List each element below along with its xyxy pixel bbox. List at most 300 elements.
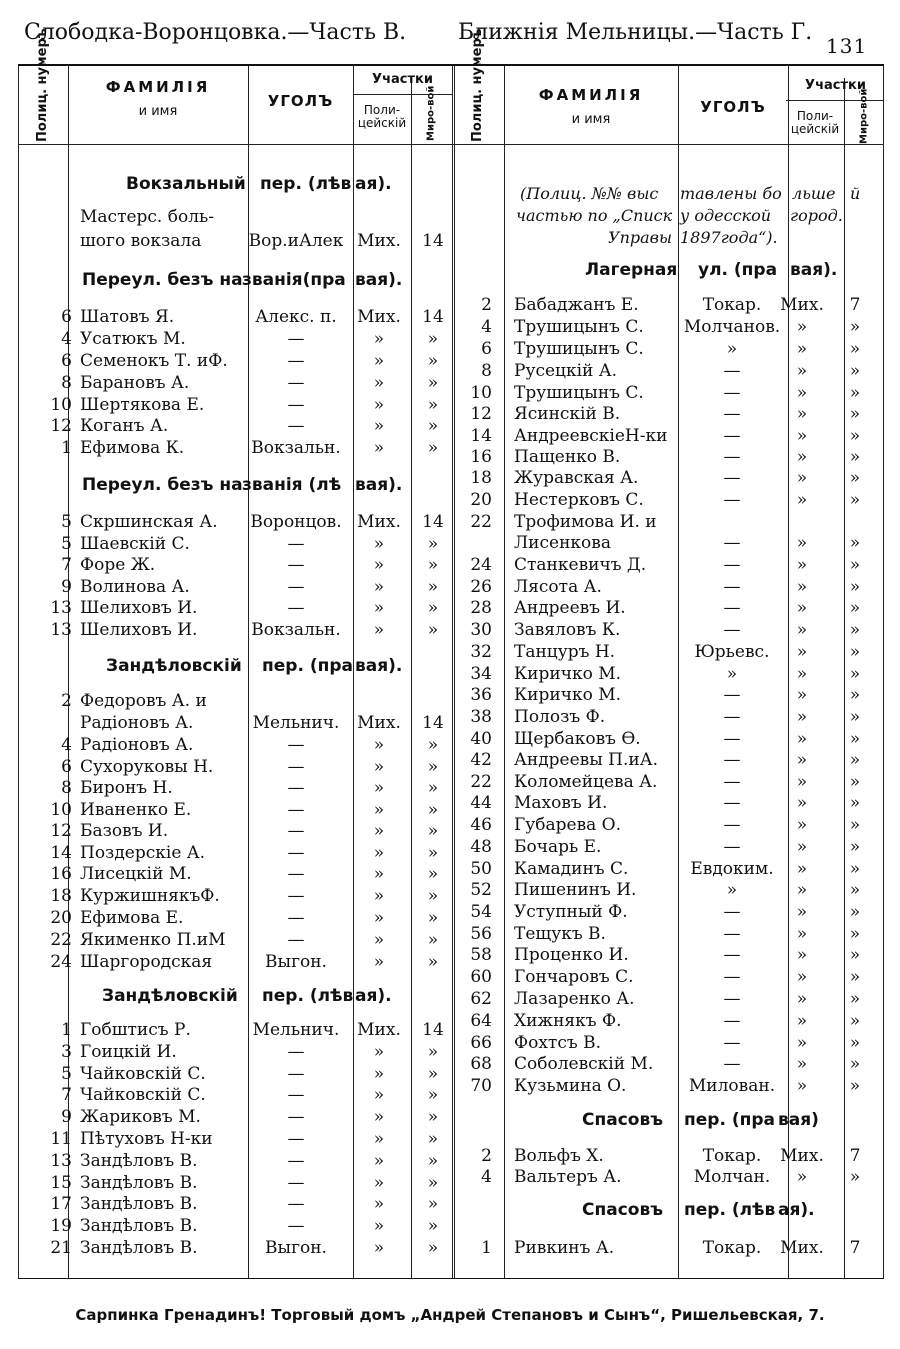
house-number: 21 <box>50 1238 72 1258</box>
police-section: » <box>796 383 808 403</box>
directory-entry <box>0 706 900 728</box>
police-section: » <box>796 664 808 684</box>
police-section: » <box>373 351 385 371</box>
house-number: 12 <box>470 404 492 424</box>
resident-name: Биронъ Н. <box>80 778 173 798</box>
house-number: 38 <box>470 707 492 727</box>
peace-section: » <box>427 1129 439 1149</box>
peace-section: » <box>849 1011 861 1031</box>
police-section: » <box>373 1151 385 1171</box>
police-section: » <box>796 317 808 337</box>
police-section: Мих. <box>780 1146 824 1166</box>
police-section: » <box>796 685 808 705</box>
corner-street: — <box>723 577 741 597</box>
column-header-corner-left: УГОЛЪ <box>267 92 334 110</box>
resident-name: Хижнякъ Ф. <box>514 1011 622 1031</box>
corner-street: — <box>287 329 305 349</box>
house-number: 20 <box>50 908 72 928</box>
police-section: » <box>373 908 385 928</box>
police-section: » <box>373 534 385 554</box>
police-section: » <box>796 772 808 792</box>
peace-section: » <box>427 534 439 554</box>
resident-name: Скршинская А. <box>80 512 218 532</box>
resident-name: Лазаренко А. <box>514 989 635 1009</box>
peace-section: 14 <box>422 307 444 327</box>
corner-street: Вор.иАлек <box>248 231 344 251</box>
directory-entry <box>0 858 900 880</box>
directory-entry <box>0 403 900 425</box>
corner-street: — <box>287 864 305 884</box>
corner-street: — <box>287 395 305 415</box>
house-number: 14 <box>470 426 492 446</box>
column-header-peace-left: Миро-вой <box>425 85 437 141</box>
corner-street: — <box>723 837 741 857</box>
directory-entry <box>0 988 900 1010</box>
house-number: 50 <box>470 859 492 879</box>
corner-street: Токар. <box>702 1238 762 1258</box>
peace-section: » <box>849 967 861 987</box>
resident-name: Андреевы П.иА. <box>514 750 659 770</box>
house-number: 9 <box>61 1107 72 1127</box>
directory-entry <box>0 879 900 901</box>
peace-section: » <box>427 416 439 436</box>
police-section: » <box>796 468 808 488</box>
running-header-right: Ближнія Мельницы.—Часть Г. <box>458 20 813 45</box>
house-number: 13 <box>50 598 72 618</box>
police-section: » <box>373 1042 385 1062</box>
directory-entry <box>0 597 900 619</box>
peace-section: » <box>849 426 861 446</box>
corner-street: » <box>726 339 738 359</box>
corner-street: — <box>287 778 305 798</box>
column-header-police-left: Поли-цейскій <box>357 103 407 130</box>
directory-entry <box>0 641 900 663</box>
police-section: » <box>373 930 385 950</box>
house-number: 40 <box>470 729 492 749</box>
resident-name: Зандѣловъ В. <box>80 1194 198 1214</box>
police-section: » <box>373 438 385 458</box>
corner-street: Вокзальн. <box>251 620 341 640</box>
peace-section: » <box>427 800 439 820</box>
corner-street: — <box>723 707 741 727</box>
resident-name: Губарева О. <box>514 815 622 835</box>
resident-name: Трушицынъ С. <box>514 339 644 359</box>
directory-entry <box>0 338 900 360</box>
resident-name: Зандѣловъ В. <box>80 1216 198 1236</box>
resident-name: Уступный Ф. <box>514 902 628 922</box>
house-number: 22 <box>470 772 492 792</box>
peace-section: » <box>849 793 861 813</box>
resident-name: Полозъ Ф. <box>514 707 606 727</box>
police-section: » <box>796 598 808 618</box>
police-section: » <box>796 533 808 553</box>
directory-entry <box>0 425 900 447</box>
resident-name: Танцуръ Н. <box>514 642 616 662</box>
peace-section: » <box>427 598 439 618</box>
corner-street: — <box>723 967 741 987</box>
police-section: Мих. <box>357 713 401 733</box>
house-number: 70 <box>470 1076 492 1096</box>
directory-entry <box>0 728 900 750</box>
house-number: 18 <box>50 886 72 906</box>
directory-entry <box>0 771 900 793</box>
corner-street: — <box>723 404 741 424</box>
peace-section: » <box>849 642 861 662</box>
corner-street: — <box>287 534 305 554</box>
corner-street: — <box>287 373 305 393</box>
peace-section: 7 <box>849 1238 861 1258</box>
peace-section: » <box>849 729 861 749</box>
police-section: » <box>373 821 385 841</box>
column-header-sections-right: Участки <box>805 78 866 93</box>
house-number: 12 <box>50 416 72 436</box>
peace-section: » <box>849 1167 861 1187</box>
peace-section: » <box>427 952 439 972</box>
corner-street: Милован. <box>688 1076 776 1096</box>
peace-section: » <box>427 886 439 906</box>
resident-name: Камадинъ С. <box>514 859 629 879</box>
police-section: » <box>373 800 385 820</box>
directory-entry <box>0 663 900 685</box>
resident-name: Журавская А. <box>514 468 639 488</box>
peace-section: » <box>849 1054 861 1074</box>
house-number: 16 <box>470 447 492 467</box>
peace-section: » <box>849 815 861 835</box>
house-number: 17 <box>50 1194 72 1214</box>
peace-section: 7 <box>849 1146 861 1166</box>
police-section: » <box>373 952 385 972</box>
police-section: » <box>373 373 385 393</box>
police-section: » <box>373 1107 385 1127</box>
resident-name: Коганъ А. <box>80 416 169 436</box>
house-number: 68 <box>470 1054 492 1074</box>
corner-street: — <box>723 902 741 922</box>
resident-name: Лисецкій М. <box>80 864 192 884</box>
police-section: Мих. <box>357 1020 401 1040</box>
peace-section: » <box>849 598 861 618</box>
house-number: 5 <box>61 1064 72 1084</box>
peace-section: » <box>849 837 861 857</box>
peace-section: » <box>849 468 861 488</box>
directory-entry <box>0 1215 900 1237</box>
corner-street: — <box>723 750 741 770</box>
directory-entry <box>0 532 900 554</box>
corner-street: Воронцов. <box>250 512 342 532</box>
peace-section: 14 <box>422 231 444 251</box>
police-section: » <box>796 880 808 900</box>
resident-name: Радіоновъ А. <box>80 713 194 733</box>
resident-name: Пишенинъ И. <box>514 880 637 900</box>
corner-street: — <box>287 1151 305 1171</box>
corner-street: — <box>723 426 741 446</box>
column-header-name-sub-left: и имя <box>138 104 178 119</box>
house-number: 22 <box>50 930 72 950</box>
running-header-left: Слободка-Воронцовка.—Часть В. <box>24 20 407 45</box>
resident-name: Зандѣловъ В. <box>80 1173 198 1193</box>
peace-section: » <box>427 329 439 349</box>
resident-name: Андреевъ И. <box>514 598 626 618</box>
police-section: » <box>796 859 808 879</box>
peace-section: » <box>427 438 439 458</box>
resident-name: Шелиховъ И. <box>80 620 198 640</box>
directory-entry <box>0 294 900 316</box>
house-number: 16 <box>50 864 72 884</box>
house-number: 13 <box>50 1151 72 1171</box>
peace-section: » <box>849 1033 861 1053</box>
directory-entry <box>0 554 900 576</box>
column-header-name-sub-right: и имя <box>571 112 611 127</box>
corner-street: Мельнич. <box>252 713 340 733</box>
resident-name: Гоицкій И. <box>80 1042 177 1062</box>
house-number: 4 <box>61 329 72 349</box>
police-section: » <box>796 750 808 770</box>
police-section: » <box>796 989 808 1009</box>
resident-name: Ефимова Е. <box>80 908 184 928</box>
police-section: » <box>373 1064 385 1084</box>
corner-street: » <box>726 664 738 684</box>
house-number: 44 <box>470 793 492 813</box>
house-number: 18 <box>470 468 492 488</box>
resident-name: Маховъ И. <box>514 793 608 813</box>
police-section: Мих. <box>780 295 824 315</box>
peace-section: » <box>849 880 861 900</box>
police-section: » <box>373 555 385 575</box>
corner-street: — <box>723 945 741 965</box>
house-number: 28 <box>470 598 492 618</box>
corner-street: — <box>723 1011 741 1031</box>
resident-name: Ефимова К. <box>80 438 185 458</box>
corner-street: — <box>723 729 741 749</box>
directory-entry <box>0 576 900 598</box>
peace-section: » <box>427 778 439 798</box>
police-section: » <box>373 757 385 777</box>
house-number: 6 <box>481 339 492 359</box>
resident-name: Нестерковъ С. <box>514 490 644 510</box>
police-section: » <box>796 815 808 835</box>
peace-section: » <box>849 772 861 792</box>
peace-section: » <box>427 821 439 841</box>
peace-section: » <box>427 864 439 884</box>
resident-name: Трушицынъ С. <box>514 383 644 403</box>
corner-street: — <box>287 1064 305 1084</box>
advertisement-footer: Сарпинка Гренадинъ! Торговый домъ „Андрей Степановъ и Сынъ“, Ришельевская, 7. <box>75 1306 825 1324</box>
house-number: 1 <box>481 1238 492 1258</box>
resident-name: Вольфъ Х. <box>514 1146 604 1166</box>
police-section: » <box>796 577 808 597</box>
house-number: 5 <box>61 534 72 554</box>
peace-section: » <box>849 447 861 467</box>
police-section: » <box>796 1011 808 1031</box>
police-section: » <box>373 1194 385 1214</box>
peace-section: » <box>849 685 861 705</box>
police-section: Мих. <box>357 231 401 251</box>
resident-name: Якименко П.иМ <box>80 930 226 950</box>
directory-entry <box>0 230 900 252</box>
house-number: 2 <box>481 295 492 315</box>
house-number: 46 <box>470 815 492 835</box>
corner-street: — <box>287 843 305 863</box>
peace-section: » <box>427 1216 439 1236</box>
resident-name: Поздерскіе А. <box>80 843 206 863</box>
resident-name: Трушицынъ С. <box>514 317 644 337</box>
peace-section: » <box>849 361 861 381</box>
house-number: 12 <box>50 821 72 841</box>
peace-section: » <box>427 1064 439 1084</box>
resident-name: Гобштисъ Р. <box>80 1020 191 1040</box>
corner-street: — <box>723 598 741 618</box>
house-number: 2 <box>61 691 72 711</box>
house-number: 1 <box>61 438 72 458</box>
peace-section: » <box>427 351 439 371</box>
directory-entry <box>0 944 900 966</box>
resident-name: Шелиховъ И. <box>80 598 198 618</box>
corner-street: — <box>287 598 305 618</box>
directory-entry <box>0 749 900 771</box>
peace-section: 14 <box>422 512 444 532</box>
column-header-name-left: ФАМИЛІЯ <box>105 78 211 96</box>
police-section: » <box>373 778 385 798</box>
corner-street: — <box>287 886 305 906</box>
column-header-name-right: ФАМИЛІЯ <box>538 86 644 104</box>
column-header-corner-right: УГОЛЪ <box>700 98 766 116</box>
house-number: 14 <box>50 843 72 863</box>
resident-name: Чайковскій С. <box>80 1064 206 1084</box>
corner-street: — <box>287 1173 305 1193</box>
directory-entry <box>0 360 900 382</box>
resident-name: Барановъ А. <box>80 373 190 393</box>
resident-name: Проценко И. <box>514 945 629 965</box>
corner-street: Молчанов. <box>683 317 781 337</box>
peace-section: » <box>427 1085 439 1105</box>
resident-name: Базовъ И. <box>80 821 169 841</box>
resident-name: Шатовъ Я. <box>80 307 175 327</box>
peace-section: » <box>849 1076 861 1096</box>
directory-entry <box>0 446 900 468</box>
peace-section: » <box>849 577 861 597</box>
police-section: » <box>373 329 385 349</box>
police-section: » <box>373 598 385 618</box>
house-number: 58 <box>470 945 492 965</box>
house-number: 60 <box>470 967 492 987</box>
police-section: » <box>373 577 385 597</box>
directory-entry <box>0 206 900 228</box>
house-number: 8 <box>61 373 72 393</box>
corner-street: — <box>723 490 741 510</box>
police-section: » <box>796 902 808 922</box>
resident-name: Коломейцева А. <box>514 772 658 792</box>
corner-street: Евдоким. <box>690 859 774 879</box>
house-number: 1 <box>61 1020 72 1040</box>
peace-section: » <box>427 930 439 950</box>
resident-name: шого вокзала <box>80 231 202 251</box>
column-header-number-left: Полиц. нумеръ <box>35 28 50 142</box>
resident-name: Чайковскій С. <box>80 1085 206 1105</box>
corner-street: — <box>287 821 305 841</box>
house-number: 52 <box>470 880 492 900</box>
corner-street: — <box>723 447 741 467</box>
peace-section: » <box>849 620 861 640</box>
corner-street: Мельнич. <box>252 1020 340 1040</box>
house-number: 4 <box>481 317 492 337</box>
directory-entry <box>0 814 900 836</box>
directory-entry <box>0 923 900 945</box>
directory-entry <box>0 1193 900 1215</box>
house-number: 34 <box>470 664 492 684</box>
peace-section: » <box>849 945 861 965</box>
directory-entry <box>0 1075 900 1097</box>
resident-name: Усатюкъ М. <box>80 329 186 349</box>
police-section: » <box>373 864 385 884</box>
peace-section: » <box>427 908 439 928</box>
police-section: » <box>796 620 808 640</box>
peace-section: » <box>427 1173 439 1193</box>
police-section: Мих. <box>357 307 401 327</box>
house-number: 4 <box>61 735 72 755</box>
resident-name: Шаргородская <box>80 952 213 972</box>
resident-name: Киричко М. <box>514 664 622 684</box>
directory-entry <box>0 467 900 489</box>
house-number: 8 <box>481 361 492 381</box>
peace-section: » <box>849 750 861 770</box>
resident-name: Пѣтуховъ Н-ки <box>80 1129 213 1149</box>
house-number: 56 <box>470 924 492 944</box>
corner-street: — <box>723 533 741 553</box>
peace-section: » <box>849 989 861 1009</box>
police-section: » <box>796 404 808 424</box>
peace-section: 7 <box>849 295 861 315</box>
police-section: » <box>796 1054 808 1074</box>
resident-name: Федоровъ А. и <box>80 691 207 711</box>
corner-street: — <box>723 685 741 705</box>
column-header-sections-left: Участки <box>372 72 433 87</box>
house-number: 62 <box>470 989 492 1009</box>
house-number: 4 <box>481 1167 492 1187</box>
house-number: 3 <box>61 1042 72 1062</box>
peace-section: » <box>427 373 439 393</box>
house-number: 64 <box>470 1011 492 1031</box>
peace-section: » <box>849 317 861 337</box>
directory-entry <box>0 1106 900 1128</box>
resident-name: Форе Ж. <box>80 555 156 575</box>
corner-street: — <box>287 735 305 755</box>
peace-section: 14 <box>422 713 444 733</box>
peace-section: » <box>427 843 439 863</box>
police-section: » <box>796 1033 808 1053</box>
peace-section: » <box>849 339 861 359</box>
resident-name: Станкевичъ Д. <box>514 555 647 575</box>
page-number: 131 <box>826 34 868 58</box>
house-number: 6 <box>61 307 72 327</box>
police-section: » <box>796 642 808 662</box>
house-number: 15 <box>50 1173 72 1193</box>
police-section: » <box>796 555 808 575</box>
resident-name: Тещукъ В. <box>514 924 606 944</box>
house-number: 6 <box>61 757 72 777</box>
corner-street: Токар. <box>702 295 762 315</box>
peace-section: » <box>427 757 439 777</box>
corner-street: — <box>287 416 305 436</box>
house-number: 24 <box>470 555 492 575</box>
resident-name: Мастерс. боль- <box>80 207 215 227</box>
corner-street: — <box>287 577 305 597</box>
house-number: 11 <box>50 1129 72 1149</box>
resident-name: Трофимова И. и <box>514 512 657 532</box>
corner-street: — <box>287 1042 305 1062</box>
resident-name: Щербаковъ Ѳ. <box>514 729 641 749</box>
corner-street: Алекс. п. <box>255 307 337 327</box>
peace-section: » <box>849 859 861 879</box>
house-number: 36 <box>470 685 492 705</box>
